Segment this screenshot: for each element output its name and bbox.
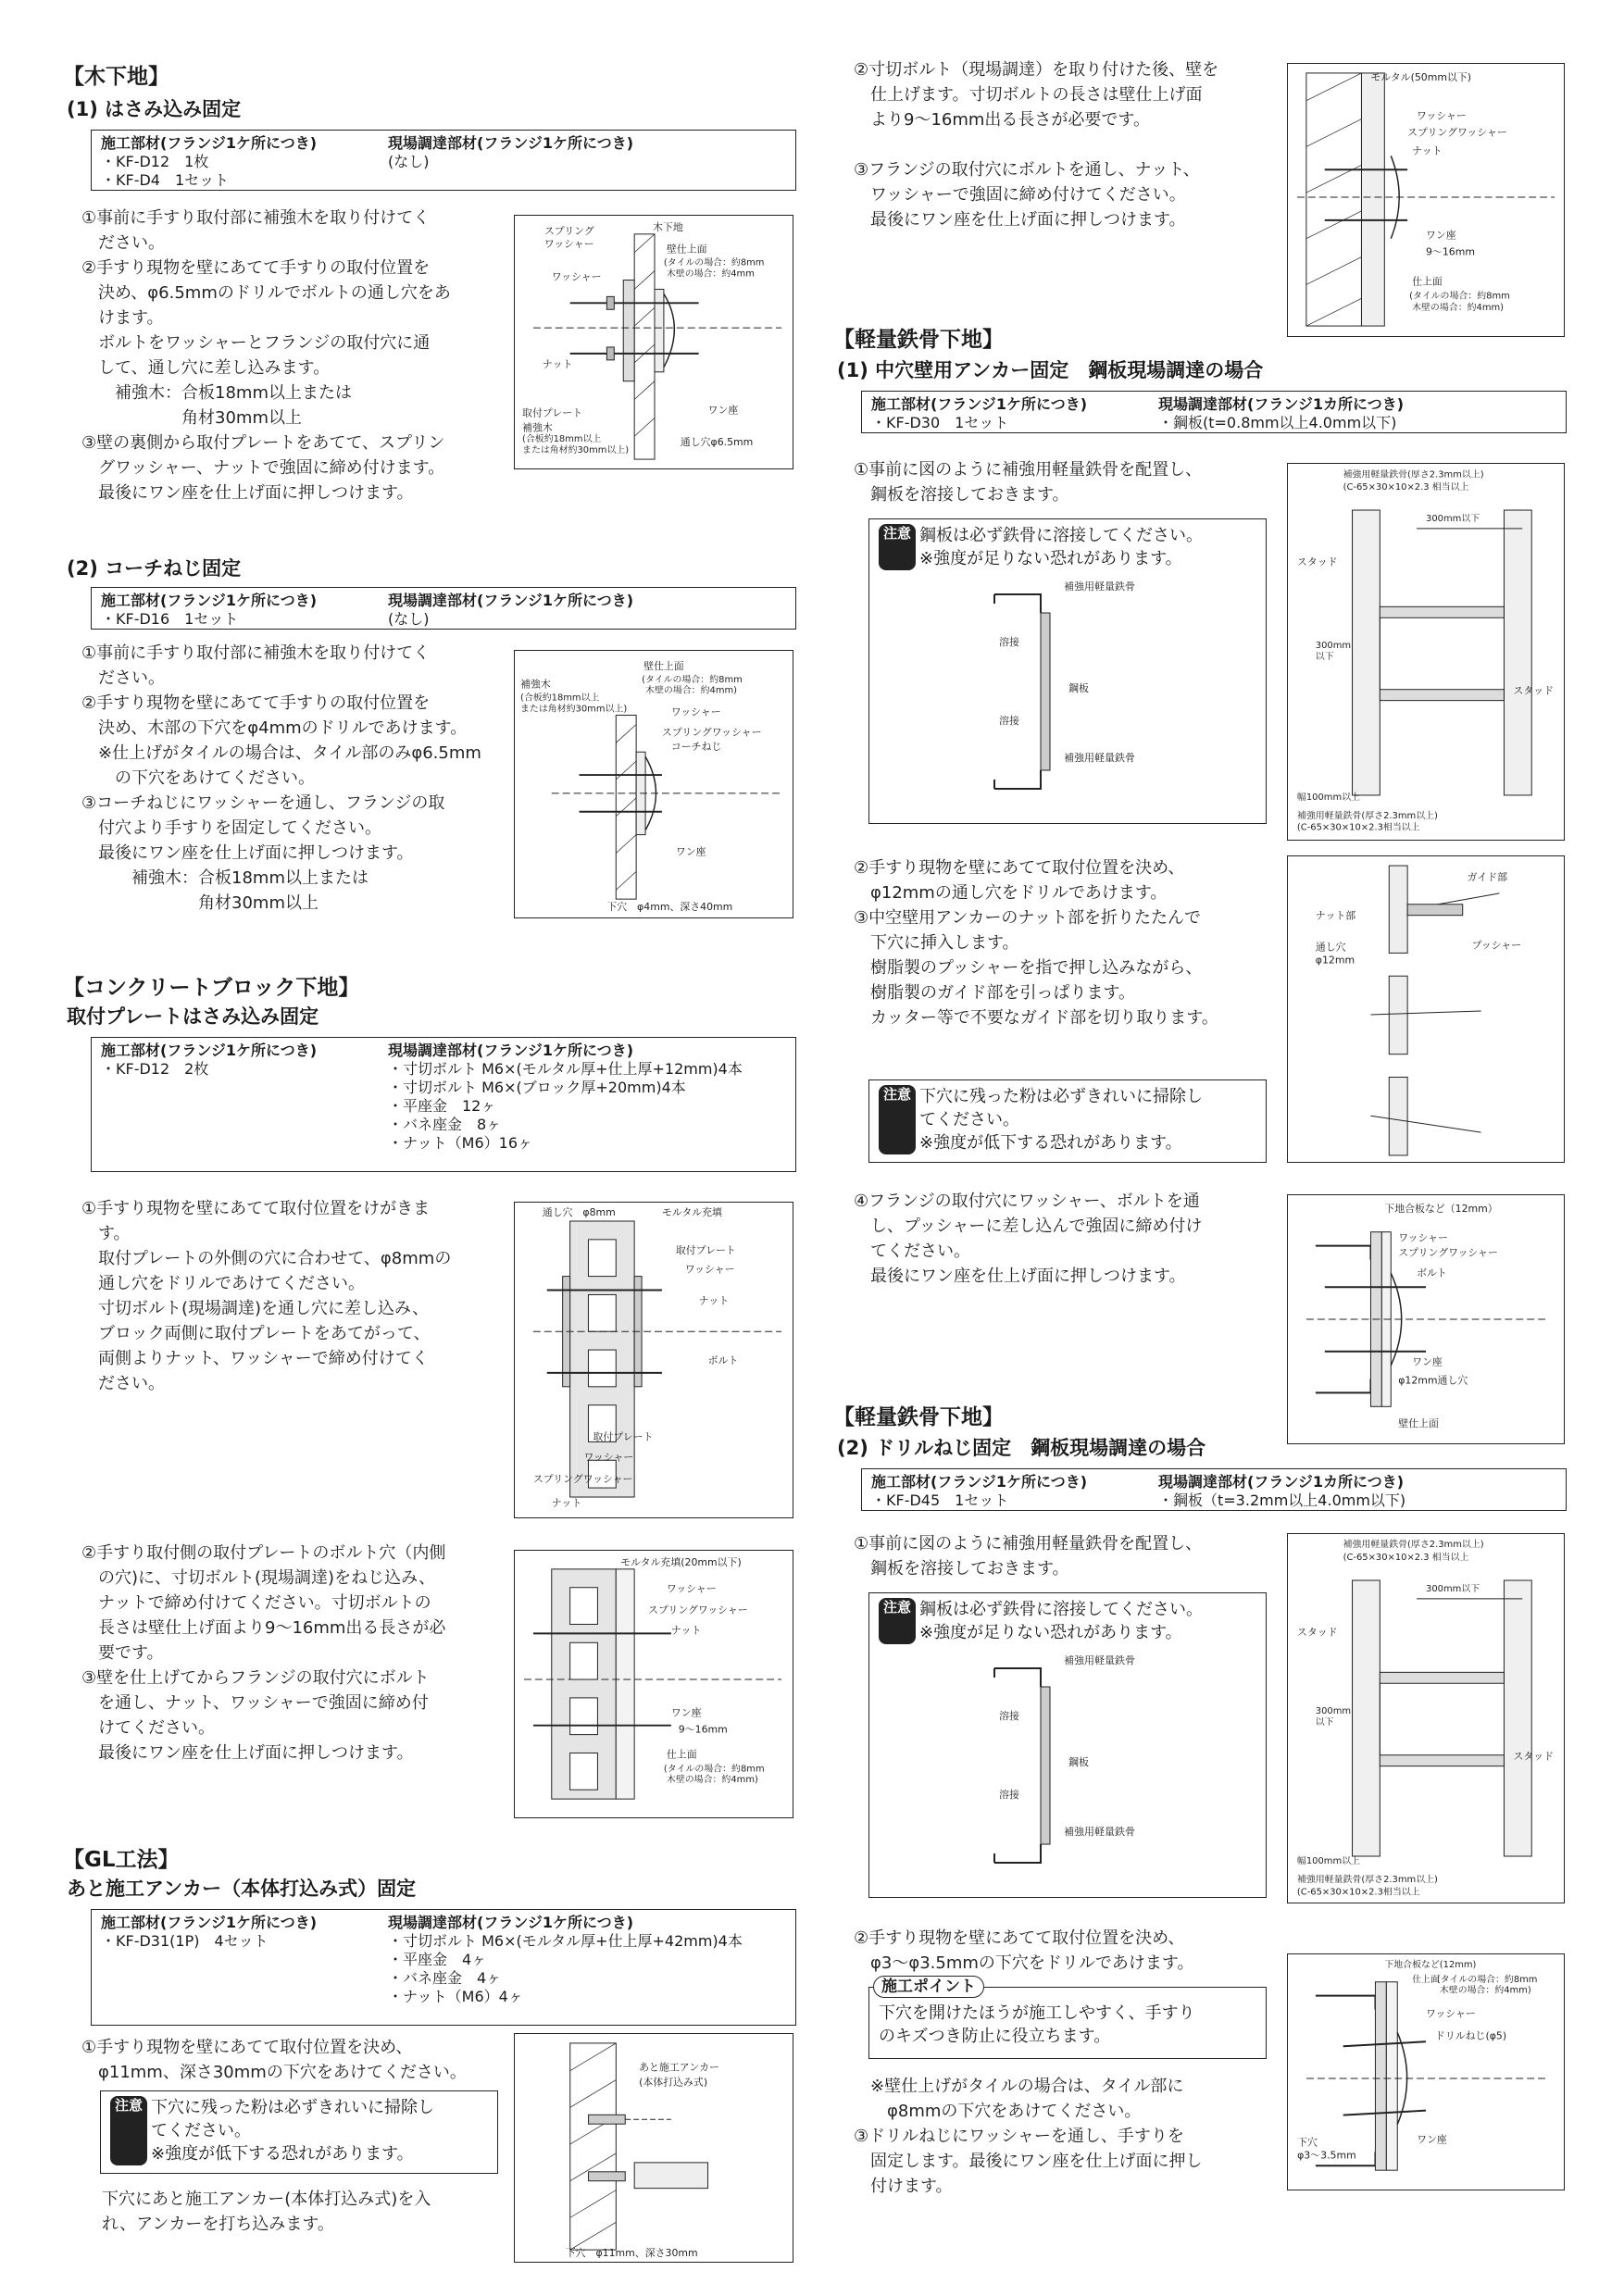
step-text: ①事前に図のように補強用軽量鉄骨を配置し、	[854, 460, 1203, 480]
caution-tag: 注意	[879, 524, 916, 570]
caution-tag: 注意	[110, 2096, 147, 2165]
step-text: ①手すり現物を壁にあてて取付位置をけがきま	[81, 1199, 431, 1218]
step-text: ※壁仕上げがタイルの場合は、タイル部に	[854, 2077, 1184, 2096]
diagram-label: 溶接	[999, 1789, 1019, 1801]
section-title-wood: 【木下地】	[63, 65, 169, 89]
step-text: ③ドリルねじにワッシャーを通し、手すりを	[854, 2127, 1184, 2146]
section-title-steel-1: 【軽量鉄骨下地】	[833, 328, 1004, 352]
parts-item: ・KF-D16 1セット	[101, 610, 239, 628]
step-text: 仕上げます。寸切ボルトの長さは壁仕上げ面	[854, 85, 1203, 105]
site-parts-label: 現場調達部材(フランジ1ケ所につき)	[388, 1914, 634, 1931]
diagram-block-plate	[514, 1202, 793, 1518]
diagram-label: 溶接	[999, 1710, 1019, 1722]
step-text: 決め、木部の下穴をφ4mmのドリルであけます。	[81, 718, 468, 738]
diagram-label: ボルト	[707, 1354, 739, 1366]
parts-item: ・KF-D31(1P) 4セット	[101, 1932, 269, 1950]
step-text: カッター等で不要なガイド部を切り取ります。	[854, 1008, 1218, 1028]
diagram-label: (タイルの場合：約8mm	[663, 1764, 765, 1775]
parts-label: 施工部材(フランジ1ケ所につき)	[101, 1914, 318, 1931]
step-text: ④フランジの取付穴にワッシャー、ボルトを通	[854, 1192, 1200, 1211]
diagram-label: 取付プレート	[675, 1243, 736, 1256]
diagram-label: ガイド部	[1467, 870, 1508, 883]
step-text: 決め、φ6.5mmのドリルでボルトの通し穴をあ	[81, 283, 451, 303]
site-parts-item: ・平座金 12ヶ	[388, 1097, 496, 1115]
step-text: ※仕上げがタイルの場合は、タイル部のみφ6.5mm	[81, 743, 481, 763]
diagram-label: ナット	[698, 1294, 730, 1307]
diagram-label: ワッシャー	[666, 1582, 717, 1595]
tip-text: のキズつき防止に役立ちます。	[879, 2027, 1111, 2046]
diagram-label: ワン座	[707, 404, 739, 417]
step-text: φ11mm、深さ30mmの下穴をあけてください。	[81, 2063, 467, 2082]
step-text: 付けます。	[854, 2177, 953, 2196]
diagram-label: φ12mm通し穴	[1398, 1374, 1468, 1387]
diagram-label: 仕上面	[1412, 1974, 1440, 1985]
step-text: 下穴にあと施工アンカー(本体打込み式)を入	[102, 2190, 431, 2209]
diagram-wood-coach	[514, 650, 793, 918]
diagram-label: 以下	[1315, 651, 1334, 662]
diagram-label: ドリルねじ(φ5)	[1434, 2029, 1507, 2042]
section-title-steel-2: 【軽量鉄骨下地】	[833, 1405, 1004, 1429]
diagram-label: 補強用軽量鉄骨	[1064, 1826, 1135, 1838]
diagram-label: プッシャー	[1471, 939, 1522, 952]
diagram-label: (C-65×30×10×2.3相当以上	[1296, 1887, 1420, 1898]
parts-box-steel-1	[861, 391, 1567, 433]
caution-text: 鋼板は必ず鉄骨に溶接してください。	[919, 526, 1204, 545]
diagram-label: (タイルの場合：約8mm	[1436, 1974, 1538, 1985]
step-text: ①手すり現物を壁にあてて取付位置を決め、	[81, 2038, 413, 2057]
parts-box-steel-2	[861, 1468, 1567, 1511]
diagram-label: 壁仕上面	[1398, 1417, 1439, 1430]
step-text: φ3〜φ3.5mmの下穴をドリルであけます。	[854, 1953, 1194, 1973]
diagram-label: スプリングワッシャー	[1407, 126, 1507, 139]
diagram-label: ワッシャー	[1398, 1231, 1449, 1244]
step-text: 固定します。最後にワン座を仕上げ面に押し	[854, 2152, 1203, 2171]
site-parts-item: (なし)	[388, 153, 430, 170]
diagram-label: 幅100mm以上	[1296, 1855, 1360, 1866]
site-parts-item: ・寸切ボルト M6×(ブロック厚+20mm)4本	[388, 1079, 686, 1096]
diagram-label: 補強用軽量鉄骨(厚さ2.3mm以上)	[1343, 469, 1484, 480]
section-title-block: 【コンクリートブロック下地】	[63, 976, 360, 1000]
step-text: φ12mmの通し穴をドリルであけます。	[854, 883, 1168, 903]
diagram-label: ナット	[551, 1496, 582, 1509]
diagram-label: 通し穴 φ8mm	[542, 1206, 616, 1219]
caution-text: ※強度が低下する恐れがあります。	[919, 1133, 1182, 1153]
subsection-title-drill-screw: (2) ドリルねじ固定 鋼板現場調達の場合	[837, 1437, 1206, 1459]
site-parts-item: ・バネ座金 8ヶ	[388, 1116, 502, 1133]
diagram-label: 9〜16mm	[678, 1723, 728, 1736]
diagram-label: (合板約18mm以上	[520, 693, 600, 704]
site-parts-item: ・ナット（M6）4ヶ	[388, 1988, 523, 2005]
diagram-label: ワン座	[670, 1706, 702, 1719]
step-text: ださい。	[81, 668, 165, 688]
diagram-label: (タイルの場合：約8mm	[663, 257, 765, 268]
diagram-label: スタッド	[1513, 684, 1554, 697]
diagram-drill-screw	[1287, 1953, 1565, 2190]
parts-item: ・KF-D30 1セット	[871, 414, 1009, 431]
diagram-label: または角材約30mm以上)	[520, 704, 628, 715]
step-text: 最後にワン座を仕上げ面に押しつけます。	[81, 1743, 414, 1763]
diagram-gl-anchor	[514, 2033, 793, 2263]
diagram-hollow-anchor	[1287, 855, 1565, 1163]
diagram-label: 木壁の場合：約4mm	[666, 268, 755, 280]
site-parts-item: ・鋼板（t=3.2mm以上4.0mm以下)	[1158, 1491, 1406, 1509]
step-text: ださい。	[81, 233, 165, 253]
caution-text: 下穴に残った粉は必ずきれいに掃除し	[151, 2098, 435, 2117]
step-text: 最後にワン座を仕上げ面に押しつけます。	[854, 210, 1186, 230]
caution-text: ※強度が足りない恐れがあります。	[919, 1623, 1182, 1642]
diagram-label: スプリングワッシャー	[1398, 1246, 1498, 1259]
step-text: より9〜16mm出る長さが必要です。	[854, 110, 1150, 130]
diagram-label: 通し穴	[1315, 941, 1346, 954]
diagram-label: ワッシャー	[1426, 2007, 1476, 2020]
instructions-steel-1c	[854, 1189, 1280, 1289]
step-text: を通し、ナット、ワッシャーで強固に締め付	[81, 1693, 429, 1713]
diagram-label: (タイルの場合：約8mm	[1409, 291, 1510, 302]
parts-label: 施工部材(フランジ1ケ所につき)	[871, 395, 1088, 413]
step-text: ③壁の裏側から取付プレートをあてて、スプリン	[81, 433, 445, 453]
step-text: 角材30mm以上	[81, 408, 302, 428]
diagram-label: (C-65×30×10×2.3 相当以上	[1343, 482, 1469, 493]
step-text: 下穴に挿入します。	[854, 933, 1019, 953]
diagram-label: 壁仕上面	[666, 243, 707, 256]
site-parts-item: ・寸切ボルト M6×(モルタル厚+仕上厚+12mm)4本	[388, 1060, 743, 1078]
diagram-label: 仕上面	[666, 1748, 697, 1761]
diagram-label: 300mm	[1315, 641, 1352, 652]
subsection-title-plate: 取付プレートはさみ込み固定	[67, 1005, 319, 1028]
parts-item: ・KF-D45 1セット	[871, 1491, 1009, 1509]
step-text: ①事前に図のように補強用軽量鉄骨を配置し、	[854, 1534, 1203, 1554]
diagram-label: 9〜16mm	[1426, 245, 1475, 258]
diagram-label: 300mm以下	[1426, 513, 1480, 524]
diagram-label: スプリング	[543, 224, 594, 237]
weld-diagram	[879, 1650, 1249, 1881]
parts-box-wood-1	[91, 130, 796, 191]
caution-box-steel-1	[868, 518, 1267, 824]
diagram-label: ナット	[670, 1624, 702, 1637]
step-text: れ、アンカーを打ち込みます。	[102, 2215, 334, 2234]
step-text: 取付プレートの外側の穴に合わせて、φ8mmの	[81, 1249, 452, 1268]
instructions-block-2	[81, 1541, 517, 1766]
step-text: 長さは壁仕上げ面より9〜16mm出る長さが必	[81, 1618, 446, 1638]
instructions-steel-2a	[854, 1531, 1270, 1581]
diagram-label: 補強木	[520, 678, 551, 691]
step-text: φ8mmの下穴をあけてください。	[854, 2102, 1142, 2121]
site-parts-item: ・鋼板(t=0.8mm以上4.0mm以下)	[1158, 414, 1397, 431]
diagram-label: スプリングワッシャー	[532, 1473, 633, 1486]
diagram-label: モルタル充填(20mm以下)	[620, 1555, 742, 1568]
diagram-label: スタッド	[1296, 1626, 1338, 1639]
diagram-label: 下穴	[1297, 2136, 1318, 2149]
diagram-label: 補強木	[522, 421, 553, 434]
site-parts-label: 現場調達部材(フランジ1ケ所につき)	[388, 134, 634, 152]
diagram-label: 壁仕上面	[643, 659, 684, 672]
diagram-label: 補強用軽量鉄骨	[1064, 580, 1135, 593]
tip-text: 下穴を開けたほうが施工しやすく、手すり	[879, 2003, 1195, 2023]
diagram-label: 下穴 φ11mm、深さ30mm	[565, 2247, 698, 2260]
step-text: けます。	[81, 308, 164, 328]
step-text: ブロック両側に取付プレートをあてがって、	[81, 1324, 431, 1343]
step-text: 樹脂製のプッシャーを指で押し込みながら、	[854, 958, 1203, 978]
step-text: グワッシャー、ナットで強固に締め付けます。	[81, 458, 445, 478]
diagram-label: スプリングワッシャー	[648, 1603, 748, 1616]
step-text: す。	[81, 1224, 131, 1243]
step-text: けてください。	[81, 1718, 215, 1738]
parts-box-block	[91, 1037, 796, 1172]
step-text: して、通し穴に差し込みます。	[81, 358, 331, 378]
site-parts-label: 現場調達部材(フランジ1ケ所につき)	[388, 1042, 634, 1059]
diagram-label: コーチねじ	[670, 741, 722, 754]
step-text: 補強木：合板18mm以上または	[81, 868, 369, 888]
step-text: 最後にワン座を仕上げ面に押しつけます。	[81, 843, 414, 863]
instructions-wood-1	[81, 206, 507, 505]
diagram-steel-frame-1	[1287, 463, 1565, 841]
diagram-label: 木壁の場合：約4mm)	[1412, 303, 1505, 314]
caution-tag: 注意	[879, 1085, 916, 1154]
step-text	[854, 132, 1280, 157]
site-parts-label: 現場調達部材(フランジ1カ所につき)	[1158, 395, 1405, 413]
diagram-label: ワン座	[1412, 1355, 1443, 1368]
caution-box-steel-2	[868, 1592, 1267, 1898]
diagram-label: 取付プレート	[522, 406, 583, 419]
step-text: 寸切ボルト(現場調達)を通し穴に差し込み、	[81, 1299, 430, 1318]
site-parts-item: ・ナット（M6）16ヶ	[388, 1134, 533, 1152]
step-text: てください。	[854, 1242, 970, 1261]
parts-label: 施工部材(フランジ1ケ所につき)	[101, 592, 318, 609]
step-text: 補強木：合板18mm以上または	[81, 383, 352, 403]
step-text: ③コーチねじにワッシャーを通し、フランジの取	[81, 793, 445, 813]
caution-box-gl	[100, 2090, 498, 2174]
diagram-label: ワン座	[675, 845, 706, 858]
step-text: の穴)に、寸切ボルト(現場調達)をねじ込み、	[81, 1568, 436, 1588]
instructions-wood-2	[81, 641, 517, 916]
step-text: ③フランジの取付穴にボルトを通し、ナット、	[854, 160, 1200, 180]
step-text: の下穴をあけてください。	[81, 768, 315, 788]
diagram-label: あと施工アンカー	[639, 2061, 719, 2074]
diagram-label: スプリングワッシャー	[661, 726, 762, 739]
step-text: 要です。	[81, 1643, 164, 1663]
parts-box-wood-2	[91, 587, 796, 630]
tip-tag: 施工ポイント	[873, 1976, 984, 1998]
diagram-label: (合板約18mm以上	[522, 434, 602, 445]
step-text: ナットで締め付けてください。寸切ボルトの	[81, 1593, 431, 1613]
caution-text: ※強度が足りない恐れがあります。	[919, 549, 1182, 568]
step-text: ②手すり現物を壁にあてて手すりの取付位置を	[81, 693, 431, 713]
diagram-label: ボルト	[1417, 1267, 1447, 1279]
subsection-title-hollow-anchor: (1) 中穴壁用アンカー固定 鋼板現場調達の場合	[837, 359, 1264, 381]
step-text: 付穴より手すりを固定してください。	[81, 818, 381, 838]
site-parts-item: ・寸切ボルト M6×(モルタル厚+仕上厚+42mm)4本	[388, 1932, 743, 1950]
site-parts-item: (なし)	[388, 610, 430, 628]
caution-text: 鋼板は必ず鉄骨に溶接してください。	[919, 1600, 1204, 1619]
diagram-hollow-anchor-fix	[1287, 1194, 1565, 1444]
diagram-label: 鋼板	[1068, 1756, 1089, 1768]
diagram-label: モルタル充填	[661, 1206, 722, 1219]
step-text: 最後にワン座を仕上げ面に押しつけます。	[81, 483, 414, 503]
diagram-label: スタッド	[1296, 555, 1338, 568]
diagram-label: 仕上面	[1412, 275, 1443, 288]
diagram-label: 下穴 φ4mm、深さ40mm	[606, 901, 733, 914]
parts-label: 施工部材(フランジ1ケ所につき)	[101, 134, 318, 152]
diagram-label: ワッシャー	[543, 237, 594, 250]
diagram-label: モルタル(50mm以下)	[1370, 70, 1472, 83]
diagram-label: 補強用軽量鉄骨(厚さ2.3mm以上)	[1343, 1540, 1484, 1551]
diagram-label: 鋼板	[1068, 682, 1089, 694]
diagram-label: ワン座	[1426, 229, 1456, 242]
step-text: 通し穴をドリルであけてください。	[81, 1274, 365, 1293]
caution-text: てください。	[151, 2121, 252, 2140]
instructions-gl-1	[81, 2035, 517, 2085]
diagram-wood-sandwich	[514, 215, 793, 469]
diagram-label: ナット	[1412, 144, 1443, 157]
diagram-label: 補強用軽量鉄骨(厚さ2.3mm以上)	[1296, 1874, 1438, 1885]
step-text: 鋼板を溶接しておきます。	[854, 485, 1069, 505]
site-parts-item: ・バネ座金 4ヶ	[388, 1969, 502, 1987]
diagram-block-finish	[514, 1550, 793, 1818]
diagram-label: 取付プレート	[593, 1430, 654, 1443]
caution-text: ※強度が低下する恐れがあります。	[151, 2144, 414, 2164]
caution-box-steel-1b	[868, 1079, 1267, 1163]
diagram-label: 補強用軽量鉄骨	[1064, 752, 1135, 764]
diagram-label: φ12mm	[1315, 954, 1355, 967]
subsection-title-coach: (2) コーチねじ固定	[67, 557, 242, 580]
site-parts-label: 現場調達部材(フランジ1ケ所につき)	[388, 592, 634, 609]
diagram-label: 木壁の場合：約4mm)	[1439, 1985, 1531, 1996]
step-text: ②手すり取付側の取付プレートのボルト穴（内側	[81, 1543, 446, 1563]
diagram-label: ワッシャー	[583, 1451, 634, 1464]
instructions-block-3	[854, 57, 1280, 232]
diagram-label: ナット	[542, 357, 573, 370]
subsection-title-anchor: あと施工アンカー（本体打込み式）固定	[67, 1878, 417, 1900]
step-text: ①事前に手すり取付部に補強木を取り付けてく	[81, 643, 431, 663]
diagram-label: 木壁の場合：約4mm)	[645, 685, 738, 696]
step-text: 鋼板を溶接しておきます。	[854, 1559, 1069, 1578]
diagram-label: (本体打込み式)	[639, 2076, 708, 2089]
diagram-label: 幅100mm以上	[1296, 792, 1360, 803]
diagram-label: 下地合板など(12mm)	[1384, 1959, 1477, 1970]
parts-box-gl	[91, 1909, 796, 2026]
parts-item: ・KF-D12 1枚	[101, 153, 209, 170]
subsection-title-sandwich: (1) はさみ込み固定	[67, 98, 242, 120]
diagram-label: ワッシャー	[1417, 109, 1467, 122]
instructions-block-1	[81, 1196, 507, 1396]
parts-item: ・KF-D4 1セット	[101, 171, 230, 189]
instructions-steel-1a	[854, 457, 1270, 507]
diagram-label: 補強用軽量鉄骨(厚さ2.3mm以上)	[1296, 810, 1438, 821]
diagram-label: 補強用軽量鉄骨	[1064, 1654, 1135, 1666]
section-title-gl: 【GL工法】	[63, 1848, 180, 1872]
diagram-label: ワッシャー	[670, 705, 721, 718]
diagram-label: 300mm以下	[1426, 1583, 1480, 1594]
step-text: ②寸切ボルト（現場調達）を取り付けた後、壁を	[854, 60, 1219, 80]
diagram-label: スタッド	[1513, 1750, 1554, 1763]
instructions-steel-2c	[854, 2074, 1280, 2199]
step-text: し、プッシャーに差し込んで強固に締め付け	[854, 1217, 1203, 1236]
diagram-label: (C-65×30×10×2.3 相当以上	[1343, 1553, 1469, 1564]
diagram-label: 溶接	[999, 636, 1019, 648]
diagram-label: 下地合板など（12mm）	[1384, 1202, 1498, 1215]
caution-tag: 注意	[879, 1598, 916, 1644]
step-text: ワッシャーで強固に締め付けてください。	[854, 185, 1186, 205]
instructions-steel-1b	[854, 855, 1280, 1030]
step-text: ②手すり現物を壁にあてて取付位置を決め、	[854, 858, 1185, 878]
diagram-label: (タイルの場合：約8mm	[642, 674, 743, 685]
diagram-label: ワン座	[1417, 2133, 1447, 2146]
diagram-label: 以下	[1315, 1716, 1334, 1728]
diagram-label: ナット部	[1315, 909, 1356, 922]
step-text: ださい。	[81, 1374, 165, 1393]
diagram-label: ワッシャー	[551, 270, 602, 283]
step-text: 最後にワン座を仕上げ面に押しつけます。	[854, 1267, 1186, 1286]
diagram-label: ワッシャー	[684, 1263, 735, 1276]
parts-label: 施工部材(フランジ1ケ所につき)	[871, 1473, 1088, 1491]
instructions-gl-2	[102, 2187, 518, 2237]
diagram-label: 木下地	[653, 220, 683, 233]
parts-label: 施工部材(フランジ1ケ所につき)	[101, 1042, 318, 1059]
parts-item: ・KF-D12 2枚	[101, 1060, 209, 1078]
diagram-steel-frame-2	[1287, 1533, 1565, 1903]
step-text: 角材30mm以上	[81, 893, 319, 913]
diagram-label: または角材約30mm以上)	[522, 445, 630, 456]
diagram-label: (C-65×30×10×2.3相当以上	[1296, 822, 1420, 833]
diagram-label: 溶接	[999, 715, 1019, 727]
diagram-label: 通し穴φ6.5mm	[680, 436, 754, 449]
step-text: 両側よりナット、ワッシャーで締め付けてく	[81, 1349, 429, 1368]
caution-text: 下穴に残った粉は必ずきれいに掃除し	[919, 1087, 1204, 1106]
site-parts-item: ・平座金 4ヶ	[388, 1951, 487, 1968]
step-text: ②手すり現物を壁にあてて手すりの取付位置を	[81, 258, 431, 278]
step-text: 樹脂製のガイド部を引っぱります。	[854, 983, 1136, 1003]
caution-text: てください。	[919, 1110, 1020, 1129]
instructions-steel-2b	[854, 1926, 1280, 1976]
step-text: ②手すり現物を壁にあてて取付位置を決め、	[854, 1928, 1185, 1948]
weld-diagram	[879, 576, 1249, 807]
diagram-block-mortar	[1287, 63, 1565, 337]
step-text: ③壁を仕上げてからフランジの取付穴にボルト	[81, 1668, 430, 1688]
diagram-label: φ3〜3.5mm	[1297, 2149, 1356, 2162]
diagram-label: 300mm	[1315, 1706, 1352, 1717]
step-text: ①事前に手すり取付部に補強木を取り付けてく	[81, 208, 431, 228]
tip-box-steel-2	[868, 1978, 1267, 2059]
step-text: ボルトをワッシャーとフランジの取付穴に通	[81, 333, 431, 353]
diagram-label: 木壁の場合：約4mm)	[666, 1775, 758, 1786]
site-parts-label: 現場調達部材(フランジ1カ所につき)	[1158, 1473, 1405, 1491]
step-text: ③中空壁用アンカーのナット部を折りたたんで	[854, 908, 1202, 928]
